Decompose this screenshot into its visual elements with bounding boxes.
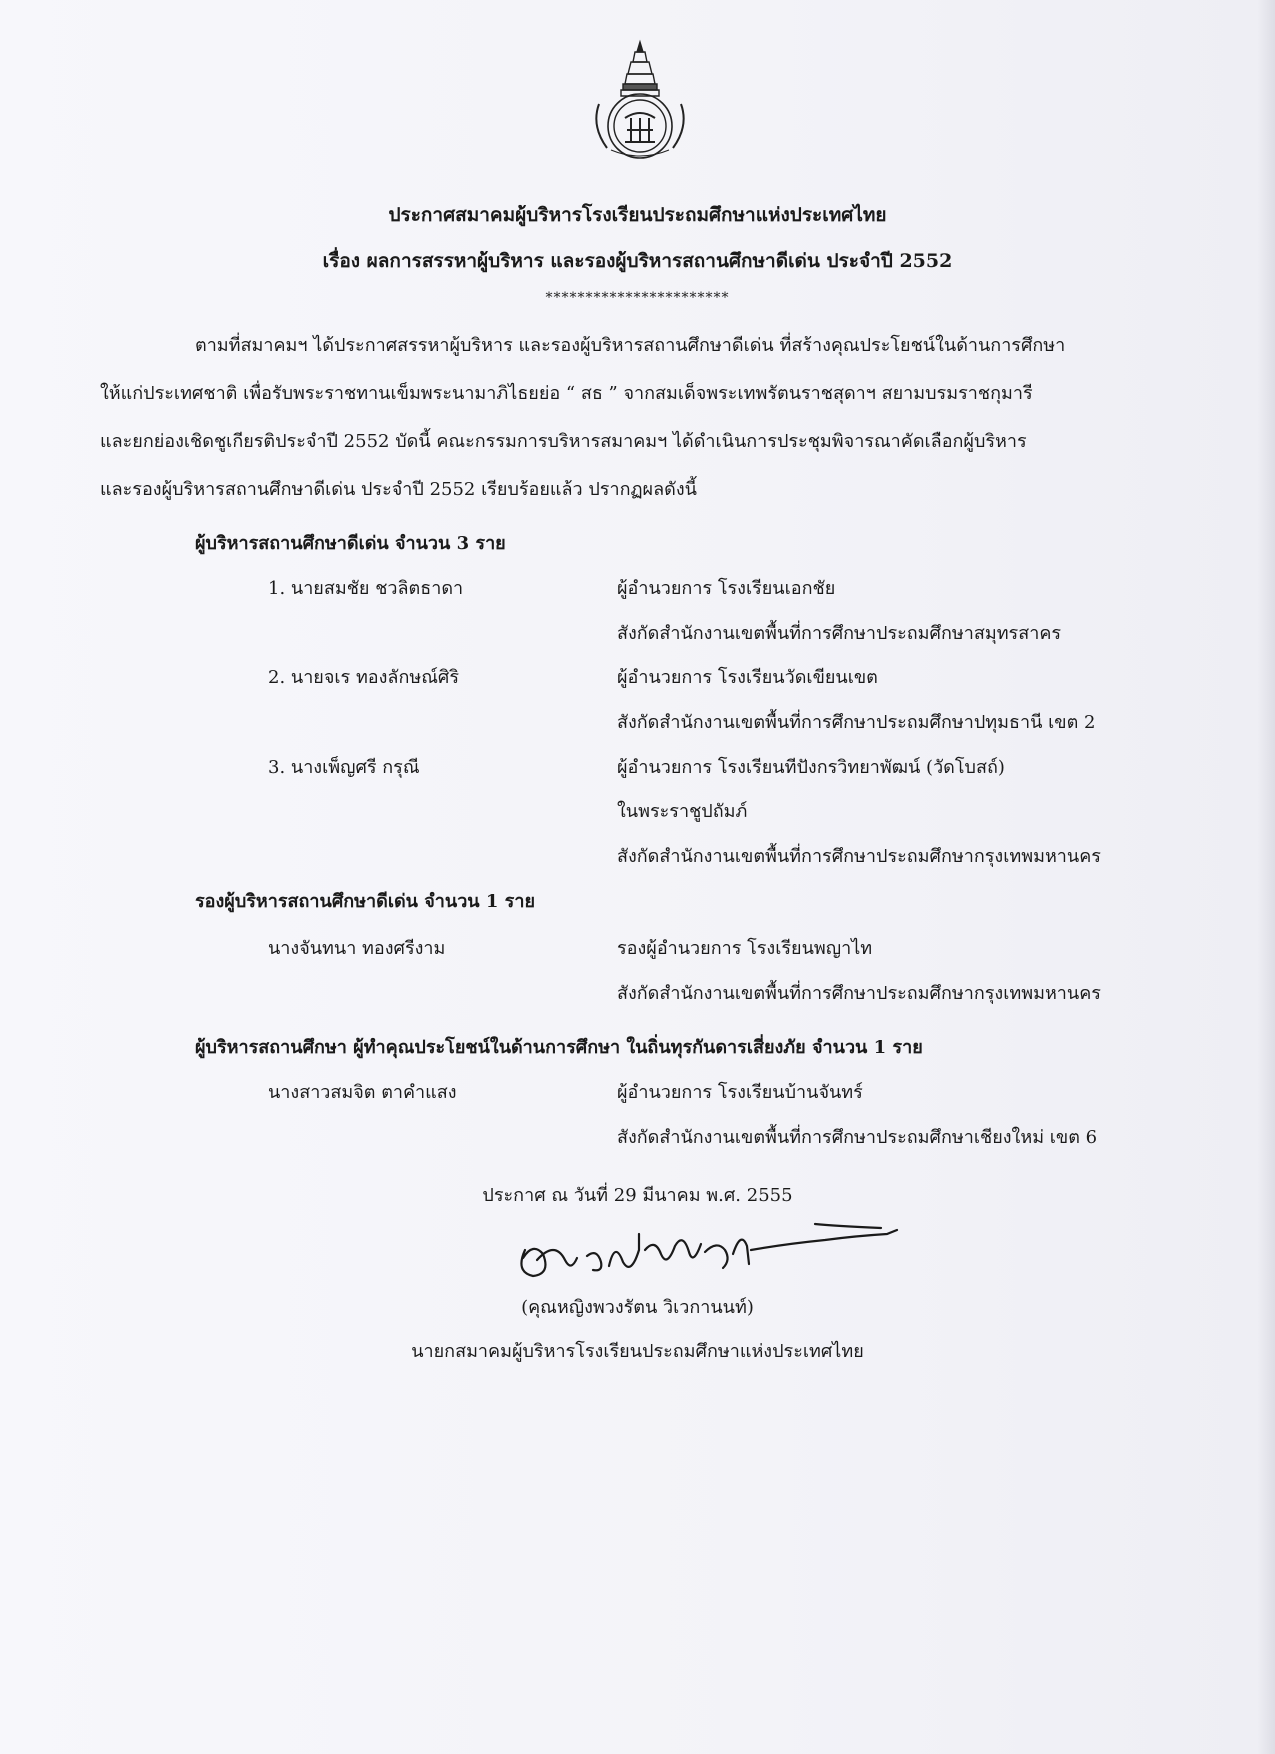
person-affiliation: สังกัดสำนักงานเขตพื้นที่การศึกษาประถมศึกษาสมุทรสาคร bbox=[617, 623, 1062, 644]
person-position-continued: ในพระราชูปถัมภ์ bbox=[617, 801, 748, 822]
section-heading-outstanding-administrators: ผู้บริหารสถานศึกษาดีเด่น จำนวน 3 ราย bbox=[195, 533, 506, 554]
intro-line-4: และรองผู้บริหารสถานศึกษาดีเด่น ประจำปี 2552 เรียบร้อยแล้ว ปรากฏผลดังนี้ bbox=[100, 479, 697, 500]
person-name: 1. นายสมชัย ชวลิตธาดา bbox=[268, 578, 464, 599]
announcement-subject: เรื่อง ผลการสรรหาผู้บริหาร และรองผู้บริหารสถานศึกษาดีเด่น ประจำปี 2552 bbox=[322, 250, 953, 272]
person-affiliation: สังกัดสำนักงานเขตพื้นที่การศึกษาประถมศึกษาปทุมธานี เขต 2 bbox=[617, 712, 1096, 733]
person-name: 2. นายจเร ทองลักษณ์ศิริ bbox=[268, 667, 459, 688]
title-divider: *********************** bbox=[545, 290, 730, 306]
person-position: ผู้อำนวยการ โรงเรียนเอกชัย bbox=[617, 578, 836, 599]
signer-name: (คุณหญิงพวงรัตน วิเวกานนท์) bbox=[521, 1297, 754, 1318]
signer-title: นายกสมาคมผู้บริหารโรงเรียนประถมศึกษาแห่งประเทศไทย bbox=[411, 1341, 864, 1362]
person-name: นางจันทนา ทองศรีงาม bbox=[268, 938, 446, 959]
person-position: รองผู้อำนวยการ โรงเรียนพญาไท bbox=[617, 938, 873, 959]
person-affiliation: สังกัดสำนักงานเขตพื้นที่การศึกษาประถมศึกษากรุงเทพมหานคร bbox=[617, 983, 1101, 1004]
section-heading-outstanding-deputy-administrators: รองผู้บริหารสถานศึกษาดีเด่น จำนวน 1 ราย bbox=[195, 891, 535, 912]
person-name: นางสาวสมจิต ตาคำแสง bbox=[268, 1082, 457, 1103]
association-seal-logo bbox=[585, 38, 695, 163]
announcement-title: ประกาศสมาคมผู้บริหารโรงเรียนประถมศึกษาแห่งประเทศไทย bbox=[388, 204, 887, 226]
person-affiliation: สังกัดสำนักงานเขตพื้นที่การศึกษาประถมศึกษากรุงเทพมหานคร bbox=[617, 846, 1101, 867]
handwritten-signature bbox=[505, 1210, 905, 1290]
intro-line-3: และยกย่องเชิดชูเกียรติประจำปี 2552 บัดนี้ คณะกรรมการบริหารสมาคมฯ ได้ดำเนินการประชุมพิจารณาคัดเลือกผู้บริหาร bbox=[100, 431, 1027, 452]
intro-line-1: ตามที่สมาคมฯ ได้ประกาศสรรหาผู้บริหาร และรองผู้บริหารสถานศึกษาดีเด่น ที่สร้างคุณประโยชน์ในด้านการศึกษา bbox=[195, 335, 1066, 356]
person-position: ผู้อำนวยการ โรงเรียนทีปังกรวิทยาพัฒน์ (วัดโบสถ์) bbox=[617, 757, 1005, 778]
person-name: 3. นางเพ็ญศรี กรุณี bbox=[268, 757, 420, 778]
person-position: ผู้อำนวยการ โรงเรียนวัดเขียนเขต bbox=[617, 667, 878, 688]
person-position: ผู้อำนวยการ โรงเรียนบ้านจันทร์ bbox=[617, 1082, 863, 1103]
person-affiliation: สังกัดสำนักงานเขตพื้นที่การศึกษาประถมศึกษาเชียงใหม่ เขต 6 bbox=[617, 1127, 1098, 1148]
announcement-date: ประกาศ ณ วันที่ 29 มีนาคม พ.ศ. 2555 bbox=[482, 1185, 793, 1206]
section-heading-remote-area-administrators: ผู้บริหารสถานศึกษา ผู้ทำคุณประโยชน์ในด้านการศึกษา ในถิ่นทุรกันดารเสี่ยงภัย จำนวน 1 ราย bbox=[195, 1037, 923, 1058]
intro-line-2: ให้แก่ประเทศชาติ เพื่อรับพระราชทานเข็มพระนามาภิไธยย่อ “ สธ ” จากสมเด็จพระเทพรัตนราชสุดาฯ สยามบรมราชกุมารี bbox=[100, 383, 1033, 404]
